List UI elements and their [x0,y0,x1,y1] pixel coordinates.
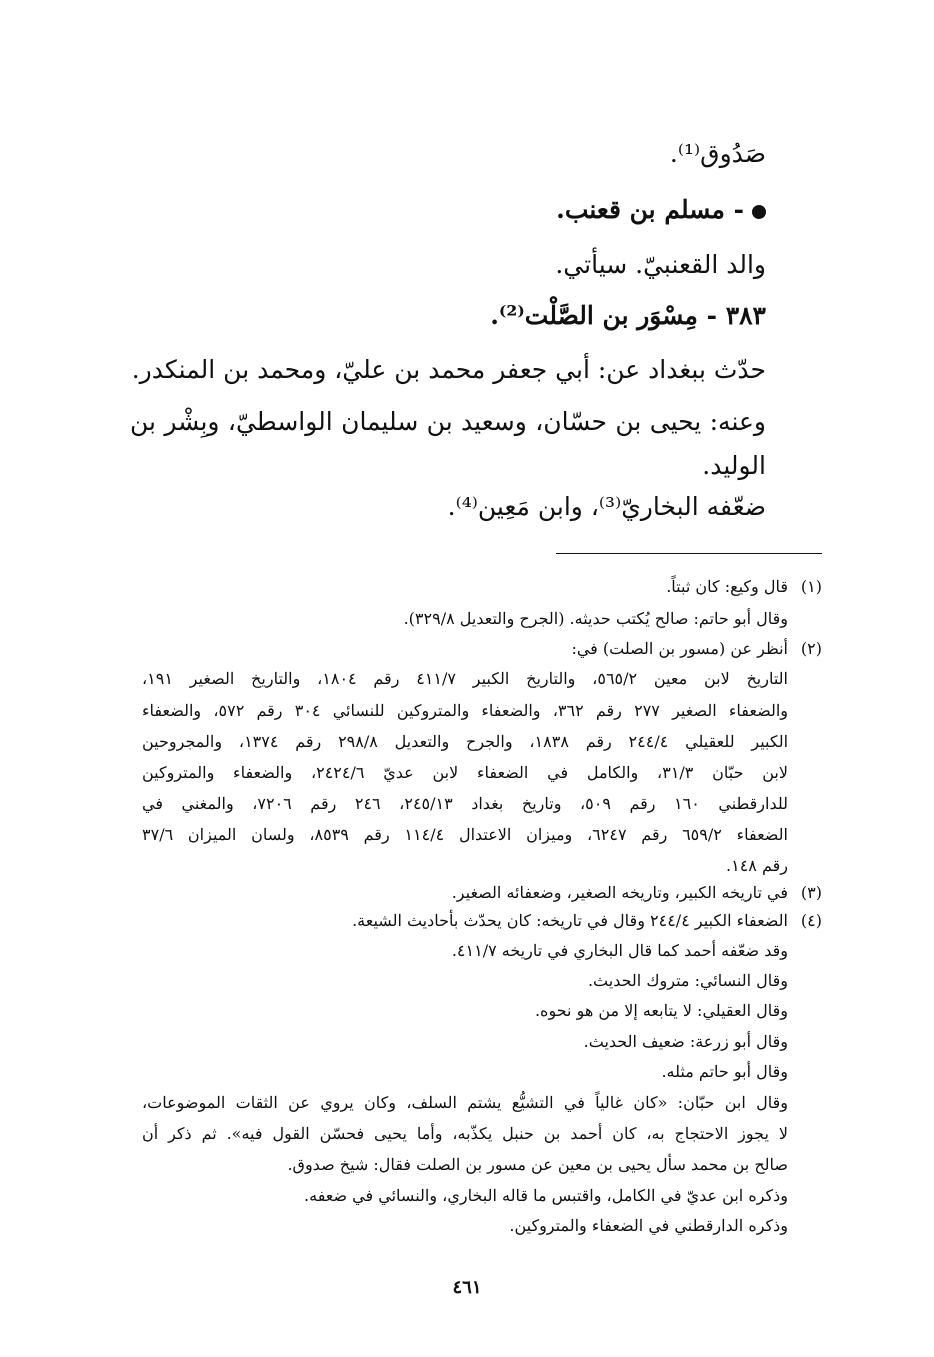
main-line-narrators: وعنه: يحيى بن حسّان، وسعيد بن سليمان الواسطيّ، وبِشْر بن [130,407,766,436]
main-line-narrated-from: حدّث ببغداد عن: أبي جعفر محمد بن عليّ، ومحمد بن المنكدر. [131,355,766,384]
main-line-sadooq: صَدُوق⁽¹⁾. [669,139,766,168]
footnote-1-line-2: وقال أبو حاتم: صالح يُكتب حديثه. (الجرح والتعديل ٣٢٩/٨). [403,609,788,628]
main-line-father-note: والد القعنبيّ. سيأتي. [555,250,766,279]
footnote-number-1: (١) [800,577,822,596]
footnote-number-3: (٣) [800,883,822,902]
footnote-4-line-8: لا يجوز الاحتجاج به، كان أحمد بن حنبل يكذّبه، وأما يحيى فحسّن القول فيه». ثم ذكر أن [142,1124,788,1143]
footnote-4-line-3: وقال النسائي: متروك الحديث. [587,971,788,990]
footnote-1-line-1: قال وكيع: كان ثبتاً. [666,577,788,596]
muslim-heading-text: - مسلم بن قعنب. [556,195,744,224]
footnote-2-line-1: أنظر عن (مسور بن الصلت) في: [571,639,788,658]
footnote-2-line-3: والضعفاء الصغير ٢٧٧ رقم ٣٦٢، والضعفاء والمتروكين للنسائي ٣٠٤ رقم ٥٧٢، والضعفاء [142,701,789,720]
main-line-weakened: ضعّفه البخاريّ⁽³⁾، وابن مَعِين⁽⁴⁾. [447,492,766,521]
footnote-3-line-1: في تاريخه الكبير، وتاريخه الصغير، وضعفائه الصغير. [451,883,788,902]
footnote-4-line-10: وذكره ابن عديّ في الكامل، واقتبس ما قاله البخاري، والنسائي في ضعفه. [304,1186,788,1205]
footnote-number-2: (٢) [800,639,822,658]
footnote-4-line-2: وقد ضعّفه أحمد كما قال البخاري في تاريخه ٤١١/٧. [451,941,788,960]
footnote-4-line-7: وقال ابن حبّان: «كان غالياً في التشيُّع يشتم السلف، وكان يروي عن الثقات الموضوعات، [142,1093,788,1112]
footnote-number-4: (٤) [800,911,822,930]
footnote-2-line-2: التاريخ لابن معين ٥٦٥/٢، والتاريخ الكبير ٤١١/٧ رقم ١٨٠٤، والتاريخ الصغير ١٩١، [142,669,789,688]
footnote-4-line-11: وذكره الدارقطني في الضعفاء والمتروكين. [509,1216,788,1235]
footnote-4-line-6: وقال أبو حاتم مثله. [661,1062,788,1081]
footnote-2-line-5: لابن حبّان ٣١/٣، والكامل في الضعفاء لابن عديّ ٢٤٢٤/٦، والضعفاء والمتروكين [142,763,788,782]
footnote-4-line-4: وقال العقيلي: لا يتابعه إلا من هو نحوه. [534,1001,788,1020]
page-number: ٤٦١ [452,1277,482,1298]
bullet-icon [752,205,766,219]
footnote-divider [556,553,822,554]
footnote-4-line-5: وقال أبو زرعة: ضعيف الحديث. [583,1032,788,1051]
main-line-narrators-cont: الوليد. [702,451,766,480]
footnote-2-line-4: الكبير للعقيلي ٢٤٤/٤ رقم ١٨٣٨، والجرح والتعديل ٢٩٨/٨ رقم ١٣٧٤، والمجروحين [142,732,789,751]
main-line-muslim-heading [556,194,766,226]
footnote-2-line-8: رقم ١٤٨. [726,856,788,875]
footnote-2-line-7: الضعفاء ٦٥٩/٢ رقم ٦٢٤٧، وميزان الاعتدال ١١٤/٤ رقم ٨٥٣٩، ولسان الميزان ٣٧/٦ [142,825,789,844]
footnote-2-line-6: للدارقطني ١٦٠ رقم ٥٠٩، وتاريخ بغداد ٢٤٥/١٣، ٢٤٦ رقم ٧٢٠٦، والمغني في [142,794,789,813]
footnote-4-line-1: الضعفاء الكبير ٢٤٤/٤ وقال في تاريخه: كان يحدّث بأحاديث الشيعة. [352,911,788,930]
entry-heading-383: ٣٨٣ - مِسْوَر بن الصَّلْت⁽²⁾. [490,301,766,330]
footnote-4-line-9: صالح بن محمد سأل يحيى بن معين عن مسور بن الصلت فقال: شيخ صدوق. [287,1155,788,1174]
